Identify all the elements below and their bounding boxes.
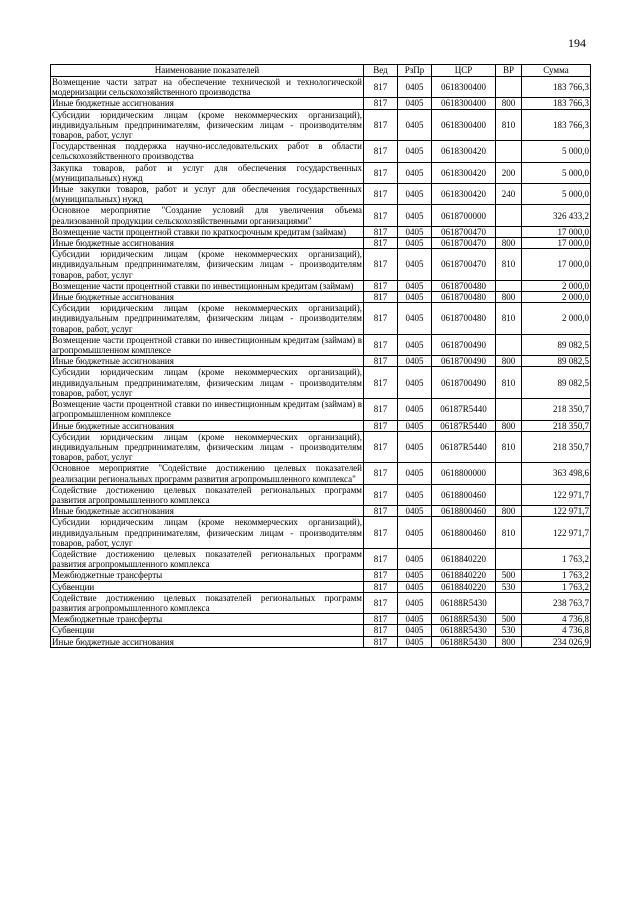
- cell-csr: 06188R5430: [432, 614, 496, 625]
- cell-vr: 800: [496, 98, 522, 109]
- cell-name: Субсидии юридическим лицам (кроме некоммерческих организаций), индивидуальным предпринимателям, физическим лицам - производителям товаров, работ, услуг: [52, 303, 362, 334]
- cell-name: Содействие достижению целевых показателей региональных программ развития агропромышленного комплекса: [52, 592, 362, 613]
- cell-vr: 800: [496, 238, 522, 249]
- cell-sum: 5 000,0: [522, 141, 591, 162]
- cell-ved: 817: [364, 517, 398, 549]
- cell-ved: 817: [364, 463, 398, 484]
- cell-rzpr: 0405: [398, 367, 432, 399]
- table-row: [51, 303, 591, 335]
- cell-sum: 17 000,0: [522, 238, 591, 249]
- cell-ved: 817: [364, 280, 398, 291]
- cell-sum: 218 350,7: [522, 431, 591, 463]
- cell-sum: 4 736,8: [522, 625, 591, 636]
- cell-rzpr: 0405: [398, 463, 432, 484]
- cell-sum: 2 000,0: [522, 280, 591, 291]
- table-row: [51, 356, 591, 367]
- cell-csr: 0618700480: [432, 303, 496, 335]
- cell-csr: 0618700480: [432, 292, 496, 303]
- cell-vr: [496, 592, 522, 613]
- cell-vr: [496, 463, 522, 484]
- table-row: [51, 162, 591, 183]
- cell-name: Иные бюджетные ассигнования: [51, 506, 364, 517]
- cell-csr: 06187R5440: [432, 399, 496, 420]
- cell-rzpr: 0405: [398, 292, 432, 303]
- cell-name: Иные бюджетные ассигнования: [51, 238, 364, 249]
- table-row: [51, 141, 591, 162]
- table-row: [51, 581, 591, 592]
- cell-rzpr: 0405: [398, 356, 432, 367]
- cell-name: Государственная поддержка научно-исследовательских работ в области сельскохозяйственного производства: [52, 141, 362, 162]
- cell-csr: 06188R5430: [432, 592, 496, 613]
- cell-ved: 817: [364, 356, 398, 367]
- cell-ved: 817: [364, 548, 398, 569]
- table-row: [51, 238, 591, 249]
- table-row: [51, 614, 591, 625]
- cell-ved: 817: [364, 98, 398, 109]
- page-number: 194: [568, 36, 586, 50]
- cell-vr: [496, 548, 522, 569]
- cell-sum: 1 763,2: [522, 581, 591, 592]
- cell-rzpr: 0405: [398, 77, 432, 98]
- cell-csr: 06187R5440: [432, 431, 496, 463]
- cell-rzpr: 0405: [398, 614, 432, 625]
- cell-sum: 89 082,5: [522, 356, 591, 367]
- cell-vr: 810: [496, 367, 522, 399]
- header-csr: ЦСР: [432, 65, 496, 77]
- cell-csr: 0618800460: [432, 517, 496, 549]
- cell-sum: 363 498,6: [522, 463, 591, 484]
- cell-vr: 810: [496, 249, 522, 281]
- cell-sum: 234 026,9: [522, 636, 591, 647]
- cell-vr: 200: [496, 162, 522, 183]
- table-row: [51, 399, 591, 420]
- cell-vr: 500: [496, 614, 522, 625]
- cell-csr: 0618300400: [432, 98, 496, 109]
- cell-name: Иные закупки товаров, работ и услуг для обеспечения государственных (муниципальных) нужд: [52, 184, 362, 205]
- table-row: [51, 226, 591, 237]
- cell-name: Субсидии юридическим лицам (кроме некоммерческих организаций), индивидуальным предпринимателям, физическим лицам - производителям товаров, работ, услуг: [52, 431, 362, 463]
- cell-vr: 240: [496, 184, 522, 205]
- cell-ved: 817: [364, 614, 398, 625]
- cell-vr: [496, 280, 522, 291]
- cell-csr: 06187R5440: [432, 420, 496, 431]
- table-row: [51, 592, 591, 613]
- cell-name: Основное мероприятие "Содействие достижению целевых показателей реализации региональных программ развития агропромышленного комплекса": [52, 463, 362, 484]
- cell-ved: 817: [364, 141, 398, 162]
- budget-table: [50, 64, 591, 648]
- cell-csr: 0618840220: [432, 581, 496, 592]
- cell-rzpr: 0405: [398, 238, 432, 249]
- cell-ved: 817: [364, 570, 398, 581]
- cell-rzpr: 0405: [398, 280, 432, 291]
- cell-ved: 817: [364, 249, 398, 281]
- cell-name: Иные бюджетные ассигнования: [51, 98, 364, 109]
- cell-ved: 817: [364, 334, 398, 355]
- cell-rzpr: 0405: [398, 625, 432, 636]
- cell-ved: 817: [364, 367, 398, 399]
- cell-name: Возмещение части процентной ставки по инвестиционным кредитам (займам) в агропромышленном комплексе: [52, 399, 362, 420]
- cell-csr: 0618800000: [432, 463, 496, 484]
- cell-vr: 800: [496, 292, 522, 303]
- cell-rzpr: 0405: [398, 431, 432, 463]
- cell-csr: 0618300420: [432, 162, 496, 183]
- cell-vr: [496, 334, 522, 355]
- cell-name: Субсидии юридическим лицам (кроме некоммерческих организаций), индивидуальным предпринимателям, физическим лицам - производителям товаров, работ, услуг: [52, 517, 362, 548]
- cell-name: Возмещение части процентной ставки по инвестиционным кредитам (займам) в агропромышленном комплексе: [52, 334, 362, 356]
- cell-name: Иные бюджетные ассигнования: [51, 356, 364, 367]
- cell-vr: [496, 484, 522, 505]
- cell-name: Субвенции: [51, 581, 364, 592]
- cell-csr: 0618700470: [432, 226, 496, 237]
- table-row: [51, 98, 591, 109]
- cell-rzpr: 0405: [398, 570, 432, 581]
- cell-rzpr: 0405: [398, 420, 432, 431]
- table-row: [51, 334, 591, 355]
- cell-rzpr: 0405: [398, 334, 432, 355]
- cell-ved: 817: [364, 109, 398, 141]
- cell-name: Субсидии юридическим лицам (кроме некоммерческих организаций), индивидуальным предпринимателям, физическим лицам - производителям товаров, работ, услуг: [52, 109, 362, 141]
- cell-name: Содействие достижению целевых показателей региональных программ развития агропромышленного комплекса: [52, 548, 362, 570]
- cell-csr: 0618300400: [432, 109, 496, 141]
- cell-rzpr: 0405: [398, 517, 432, 549]
- table-row: [51, 570, 591, 581]
- cell-sum: 4 736,8: [522, 614, 591, 625]
- cell-rzpr: 0405: [398, 98, 432, 109]
- cell-sum: 5 000,0: [522, 184, 591, 205]
- cell-name: Субсидии юридическим лицам (кроме некоммерческих организаций), индивидуальным предпринимателям, физическим лицам - производителям товаров, работ, услуг: [52, 249, 362, 280]
- cell-ved: 817: [364, 506, 398, 517]
- cell-vr: 530: [496, 581, 522, 592]
- cell-name: Межбюджетные трансферты: [51, 614, 364, 625]
- cell-ved: 817: [364, 431, 398, 463]
- cell-csr: 06188R5430: [432, 636, 496, 647]
- table-row: [51, 109, 591, 141]
- cell-ved: 817: [364, 205, 398, 226]
- cell-rzpr: 0405: [398, 399, 432, 420]
- cell-sum: 89 082,5: [522, 367, 591, 399]
- cell-csr: 0618700470: [432, 249, 496, 281]
- cell-name: Иные бюджетные ассигнования: [51, 292, 364, 303]
- cell-sum: 122 971,7: [522, 506, 591, 517]
- cell-vr: 800: [496, 420, 522, 431]
- cell-ved: 817: [364, 238, 398, 249]
- table-row: [51, 249, 591, 281]
- cell-csr: 0618800460: [432, 506, 496, 517]
- cell-sum: 17 000,0: [522, 249, 591, 281]
- cell-ved: 817: [364, 484, 398, 505]
- cell-rzpr: 0405: [398, 548, 432, 569]
- cell-ved: 817: [364, 581, 398, 592]
- cell-csr: 0618700490: [432, 367, 496, 399]
- cell-ved: 817: [364, 184, 398, 205]
- cell-name: Межбюджетные трансферты: [51, 570, 364, 581]
- cell-ved: 817: [364, 303, 398, 335]
- cell-rzpr: 0405: [398, 303, 432, 335]
- cell-csr: 0618840220: [432, 548, 496, 569]
- header-sum: Сумма: [522, 65, 591, 77]
- cell-sum: 122 971,7: [522, 517, 591, 549]
- cell-vr: [496, 205, 522, 226]
- cell-sum: 183 766,3: [522, 98, 591, 109]
- cell-vr: 530: [496, 625, 522, 636]
- cell-sum: 89 082,5: [522, 334, 591, 355]
- cell-name: Возмещение части процентной ставки по краткосрочным кредитам (займам): [51, 226, 364, 237]
- cell-name: Иные бюджетные ассигнования: [51, 420, 364, 431]
- cell-rzpr: 0405: [398, 109, 432, 141]
- cell-sum: 5 000,0: [522, 162, 591, 183]
- table-row: [51, 184, 591, 205]
- cell-sum: 218 350,7: [522, 420, 591, 431]
- cell-ved: 817: [364, 292, 398, 303]
- cell-rzpr: 0405: [398, 484, 432, 505]
- cell-name: Иные бюджетные ассигнования: [51, 636, 364, 647]
- cell-csr: 0618700490: [432, 356, 496, 367]
- cell-csr: 0618700470: [432, 238, 496, 249]
- cell-vr: [496, 399, 522, 420]
- cell-name: Возмещение части затрат на обеспечение технической и технологической модернизации сельскохозяйственного производства: [52, 77, 362, 98]
- cell-sum: 122 971,7: [522, 484, 591, 505]
- cell-sum: 183 766,3: [522, 77, 591, 98]
- cell-sum: 2 000,0: [522, 292, 591, 303]
- cell-sum: 1 763,2: [522, 570, 591, 581]
- cell-name: Возмещение части процентной ставки по инвестиционным кредитам (займам): [51, 280, 364, 291]
- table-row: [51, 431, 591, 463]
- cell-rzpr: 0405: [398, 636, 432, 647]
- cell-name: Основное мероприятие "Создание условий для увеличения объема реализованной продукции сельскохозяйственными организациями": [52, 205, 362, 226]
- table-body: [51, 77, 591, 648]
- cell-vr: 800: [496, 636, 522, 647]
- table-row: [51, 463, 591, 484]
- cell-rzpr: 0405: [398, 506, 432, 517]
- header-name: Наименование показателей: [51, 65, 364, 77]
- cell-rzpr: 0405: [398, 184, 432, 205]
- table-row: [51, 484, 591, 505]
- cell-vr: 810: [496, 517, 522, 549]
- table-row: [51, 77, 591, 98]
- cell-vr: 810: [496, 303, 522, 335]
- cell-sum: 17 000,0: [522, 226, 591, 237]
- cell-csr: 06188R5430: [432, 625, 496, 636]
- cell-csr: 0618700480: [432, 280, 496, 291]
- cell-rzpr: 0405: [398, 581, 432, 592]
- header-rzpr: РзПр: [398, 65, 432, 77]
- cell-name: Закупка товаров, работ и услуг для обеспечения государственных (муниципальных) нужд: [52, 162, 362, 183]
- cell-name: Субвенции: [51, 625, 364, 636]
- cell-csr: 0618800460: [432, 484, 496, 505]
- table-row: [51, 367, 591, 399]
- cell-ved: 817: [364, 77, 398, 98]
- cell-rzpr: 0405: [398, 226, 432, 237]
- cell-vr: [496, 141, 522, 162]
- header-vr: ВР: [496, 65, 522, 77]
- cell-rzpr: 0405: [398, 249, 432, 281]
- cell-name: Субсидии юридическим лицам (кроме некоммерческих организаций), индивидуальным предпринимателям, физическим лицам - производителям товаров, работ, услуг: [52, 367, 362, 398]
- cell-ved: 817: [364, 420, 398, 431]
- table-row: [51, 625, 591, 636]
- table-row: [51, 506, 591, 517]
- cell-ved: 817: [364, 399, 398, 420]
- table-row: [51, 517, 591, 549]
- cell-rzpr: 0405: [398, 141, 432, 162]
- cell-vr: [496, 77, 522, 98]
- cell-ved: 817: [364, 636, 398, 647]
- cell-csr: 0618700490: [432, 334, 496, 355]
- table-header-row: [51, 65, 591, 77]
- cell-csr: 0618300420: [432, 184, 496, 205]
- header-ved: Вед: [364, 65, 398, 77]
- cell-vr: 800: [496, 356, 522, 367]
- cell-sum: 2 000,0: [522, 303, 591, 335]
- cell-rzpr: 0405: [398, 592, 432, 613]
- cell-sum: 326 433,2: [522, 205, 591, 226]
- table-row: [51, 292, 591, 303]
- cell-vr: 800: [496, 506, 522, 517]
- cell-vr: 810: [496, 109, 522, 141]
- cell-name: Содействие достижению целевых показателей региональных программ развития агропромышленного комплекса: [52, 484, 362, 505]
- cell-rzpr: 0405: [398, 162, 432, 183]
- cell-sum: 183 766,3: [522, 109, 591, 141]
- cell-csr: 0618700000: [432, 205, 496, 226]
- cell-vr: [496, 226, 522, 237]
- cell-csr: 0618840220: [432, 570, 496, 581]
- cell-ved: 817: [364, 625, 398, 636]
- table-row: [51, 636, 591, 647]
- table-row: [51, 280, 591, 291]
- cell-csr: 0618300400: [432, 77, 496, 98]
- cell-ved: 817: [364, 162, 398, 183]
- table-row: [51, 420, 591, 431]
- cell-sum: 238 763,7: [522, 592, 591, 613]
- cell-csr: 0618300420: [432, 141, 496, 162]
- cell-sum: 218 350,7: [522, 399, 591, 420]
- cell-vr: 500: [496, 570, 522, 581]
- table-row: [51, 548, 591, 569]
- cell-sum: 1 763,2: [522, 548, 591, 569]
- table-row: [51, 205, 591, 226]
- cell-rzpr: 0405: [398, 205, 432, 226]
- cell-ved: 817: [364, 592, 398, 613]
- cell-ved: 817: [364, 226, 398, 237]
- cell-vr: 810: [496, 431, 522, 463]
